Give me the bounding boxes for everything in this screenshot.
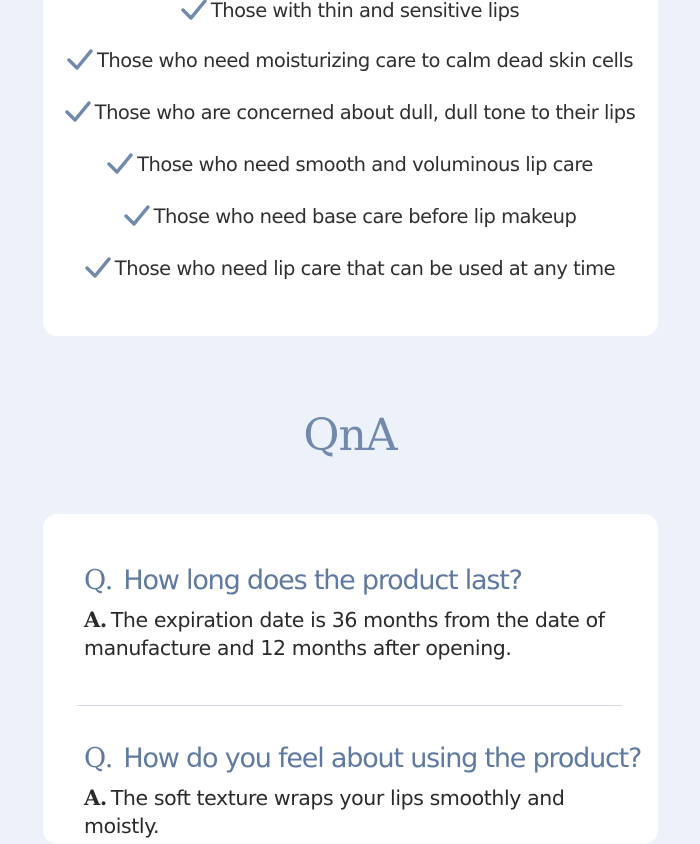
list-item-text: Those who are concerned about dull, dull tone to their lips [94, 100, 636, 124]
checkmark-icon [124, 205, 150, 227]
qna-item [84, 565, 644, 662]
answer-text: The expiration date is 36 months from the date of manufacture and 12 months after opening. [84, 608, 605, 660]
list-item-text: Those who need smooth and voluminous lip care [137, 152, 593, 176]
question-prefix: Q. [84, 743, 114, 774]
checkmark-icon [85, 257, 111, 279]
list-item [0, 45, 700, 75]
list-item [0, 149, 700, 179]
answer-prefix: A. [84, 785, 107, 810]
list-item-text: Those with thin and sensitive lips [210, 0, 520, 22]
question-text: How do you feel about using the product? [123, 743, 642, 774]
question [84, 565, 644, 596]
list-item [0, 253, 700, 283]
qna-section-title: QnA [303, 410, 397, 461]
question-text: How long does the product last? [123, 565, 522, 596]
checkmark-icon [67, 49, 93, 71]
checkmark-icon [65, 101, 91, 123]
checkmark-icon [107, 153, 133, 175]
qna-item [84, 743, 644, 840]
answer [84, 606, 644, 662]
list-item-text: Those who need base care before lip makeup [153, 204, 577, 228]
list-item [0, 0, 700, 25]
qna-divider [77, 705, 622, 706]
answer [84, 784, 644, 840]
list-item [0, 201, 700, 231]
list-item [0, 97, 700, 127]
answer-prefix: A. [84, 607, 107, 632]
question [84, 743, 644, 774]
answer-text: The soft texture wraps your lips smoothly and moistly. [84, 786, 565, 838]
list-item-text: Those who need moisturizing care to calm dead skin cells [96, 48, 633, 72]
checkmark-icon [181, 0, 207, 21]
question-prefix: Q. [84, 565, 114, 596]
list-item-text: Those who need lip care that can be used at any time [114, 256, 616, 280]
